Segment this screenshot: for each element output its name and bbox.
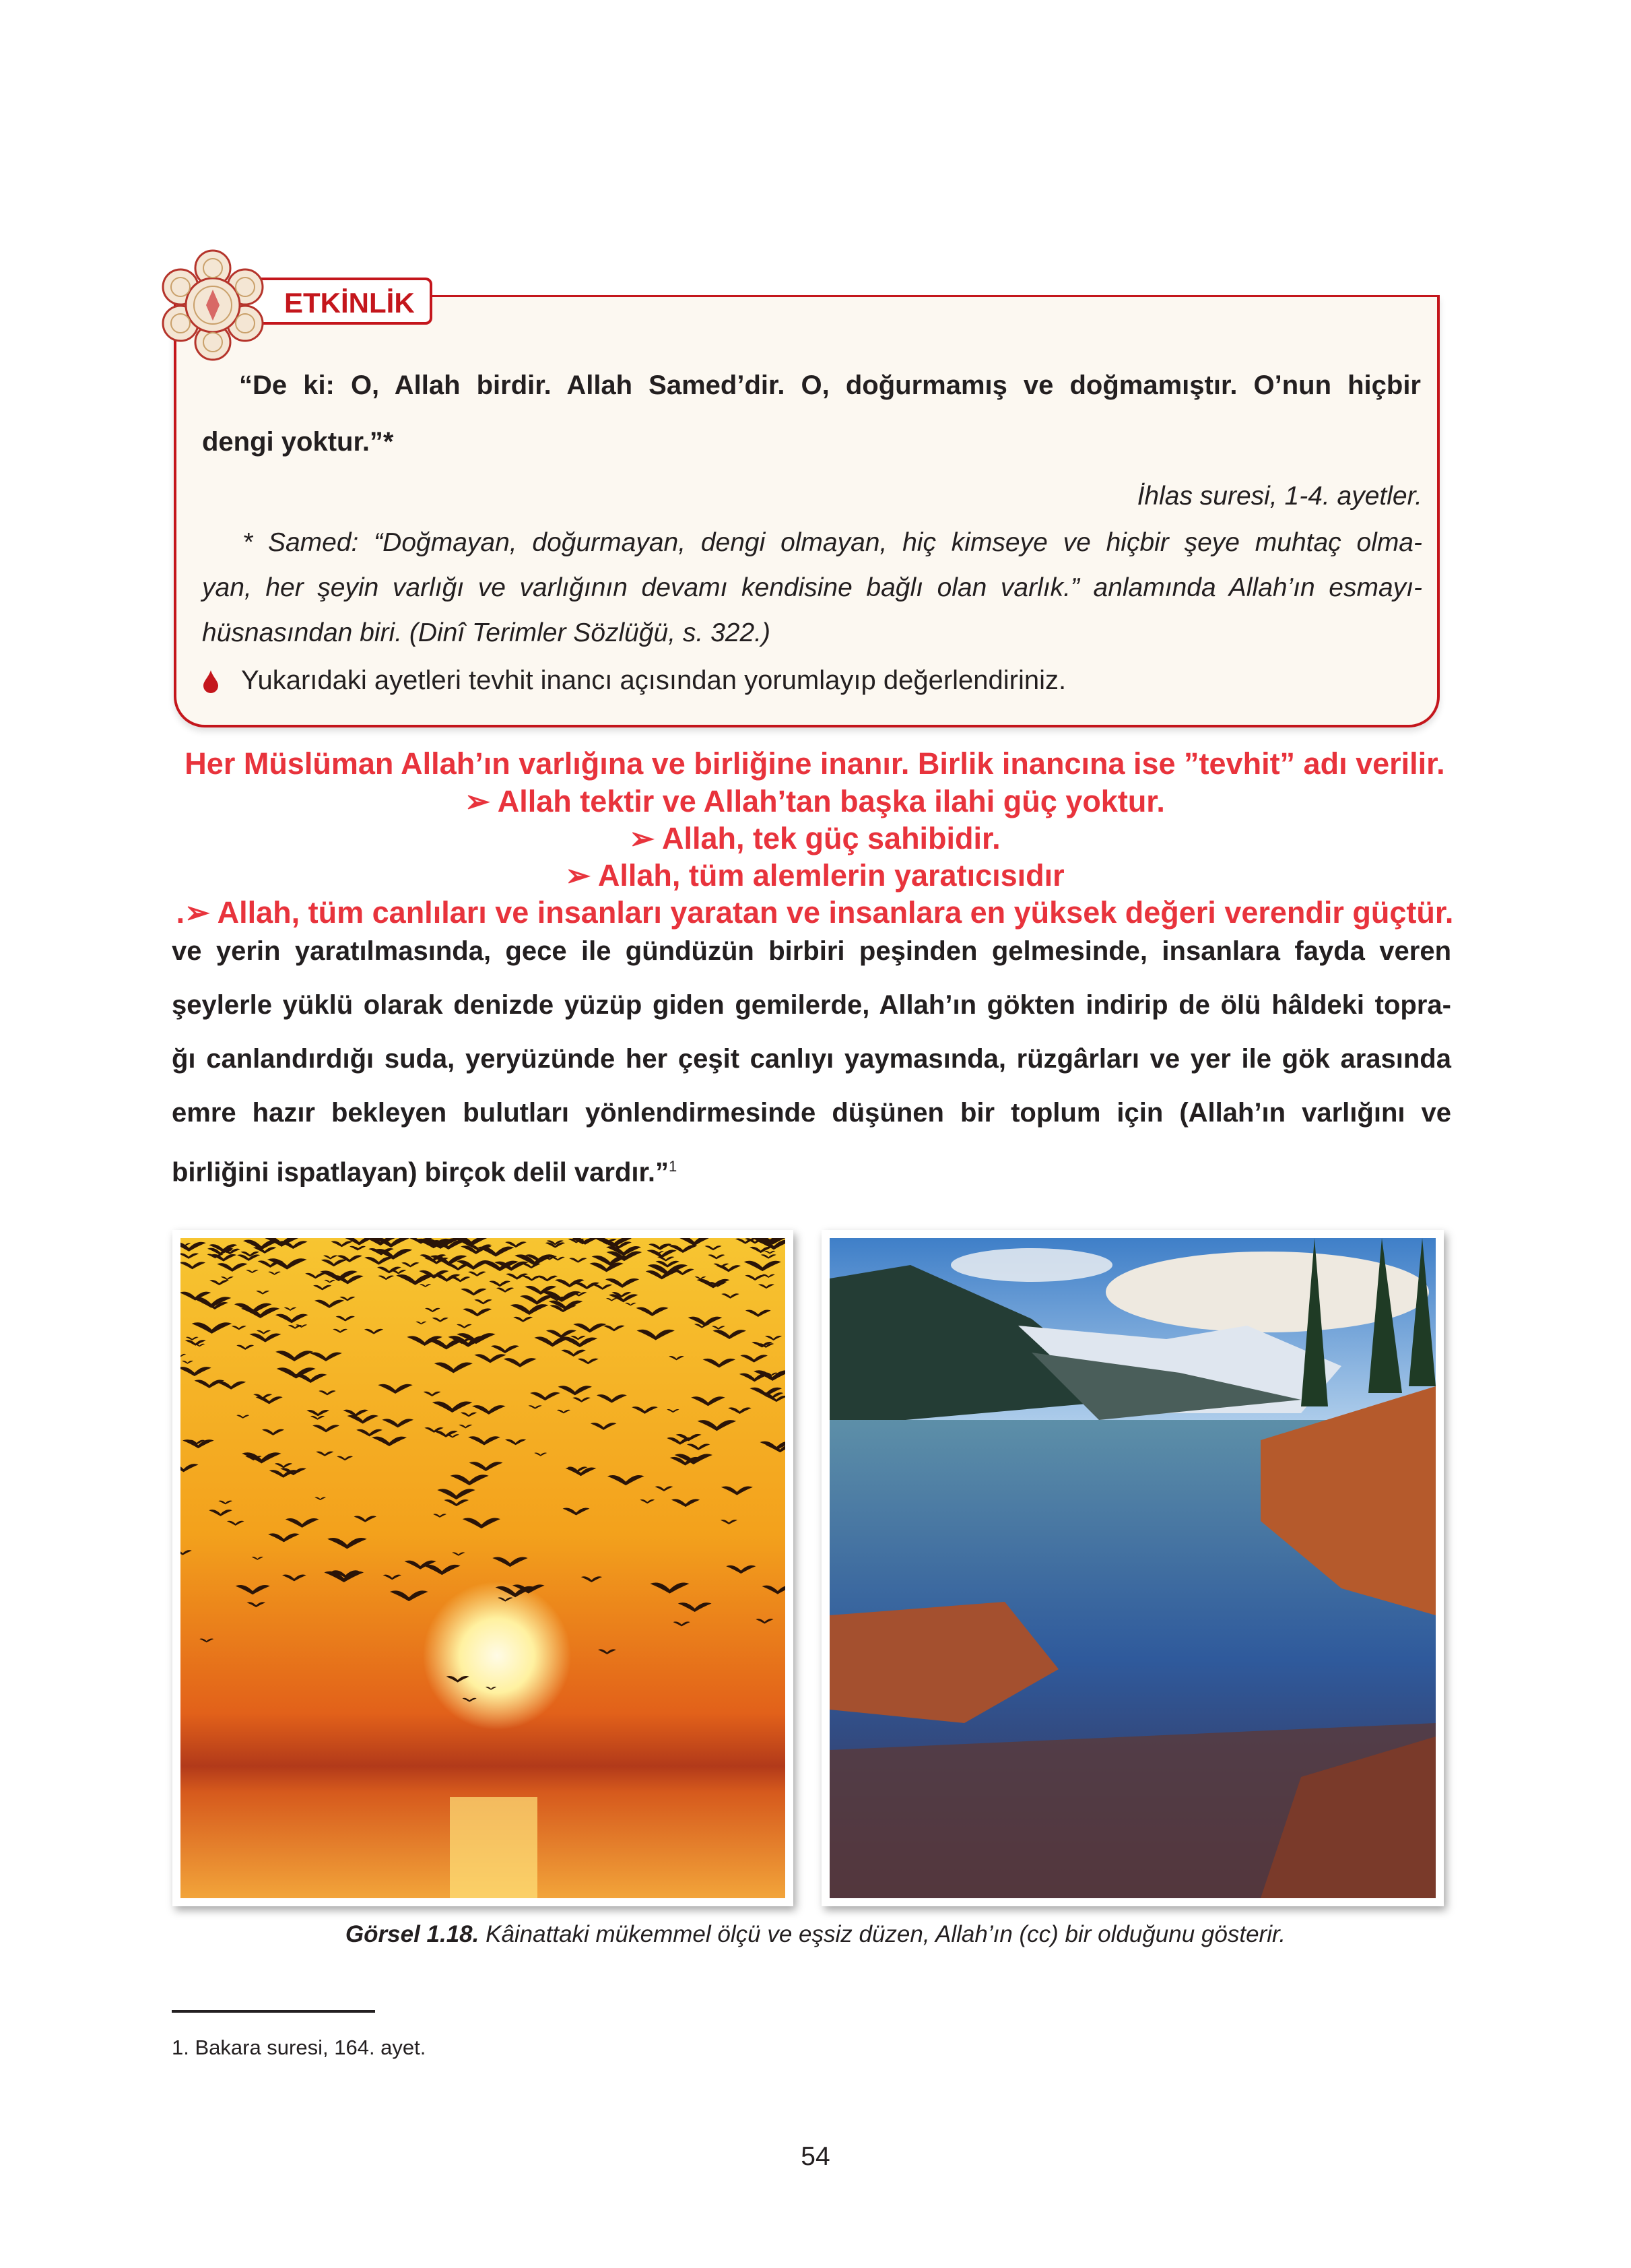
figure-caption: [0, 1921, 1631, 1948]
figure-label: Görsel 1.18.: [345, 1921, 479, 1947]
body-line: emre hazır bekleyen bulutları yönlendirmesinde düşünen bir toplum için (Allah’ın varlığını ve: [172, 1098, 1451, 1128]
activity-label-text: ETKİNLİK: [284, 287, 415, 319]
body-line: birliğini ispatlayan) birçok delil vardır.”: [172, 1157, 669, 1188]
mountain-lake-photo: [822, 1230, 1444, 1906]
red-note-line: ➢ Allah tektir ve Allah’tan başka ilahi güç yoktur.: [465, 784, 1165, 818]
footnote: 1. Bakara suresi, 164. ayet.: [172, 2036, 426, 2059]
body-line: şeylerle yüklü olarak denizde yüzüp giden gemilerde, Allah’ın gökten indirip de ölü hâldeki topra-: [172, 990, 1451, 1020]
note-line: hüsnasından biri. (Dinî Terimler Sözlüğü, s. 322.): [202, 618, 770, 647]
quote-line: “De ki: O, Allah birdir. Allah Samed’dir. O, doğurmamış ve doğmamıştır. O’nun hiçbir: [239, 370, 1421, 400]
red-note-line: ➢ Allah, tek güç sahibidir.: [629, 821, 1001, 855]
figure-caption-text: Kâinattaki mükemmel ölçü ve eşsiz düzen, Allah’ın (cc) bir olduğunu gösterir.: [479, 1921, 1286, 1947]
drop-bullet-icon: [203, 670, 218, 693]
quote-line: dengi yoktur.”*: [202, 427, 394, 457]
page-number: 54: [801, 2142, 830, 2171]
samed-note: [202, 520, 1422, 655]
body-text: [172, 924, 1451, 1194]
activity-task: Yukarıdaki ayetleri tevhit inancı açısından yorumlayıp değerlendiriniz.: [241, 666, 1067, 695]
quote: [202, 357, 1421, 470]
body-line: ve yerin yaratılmasında, gece ile gündüzün birbiri peşinden gelmesinde, insanlara fayda veren: [172, 936, 1451, 966]
footnote-divider: [172, 2010, 375, 2013]
sunset-birds-photo: [172, 1230, 793, 1906]
rosette-ornament-icon: [160, 248, 265, 362]
red-note-line: Her Müslüman Allah’ın varlığına ve birliğine inanır. Birlik inancına ise ”tevhit” adı verilir.: [185, 746, 1445, 781]
note-line: * Samed: “Doğmayan, doğurmayan, dengi olmayan, hiç kimseye ve hiçbir şeye muhtaç olma-: [242, 528, 1422, 557]
activity-label: [242, 278, 432, 325]
quote-source: İhlas suresi, 1-4. ayetler.: [1137, 482, 1422, 511]
body-line: ğı canlandırdığı suda, yeryüzünde her çeşit canlıyı yaymasında, rüzgârları ve yer ile gök arasında: [172, 1044, 1451, 1074]
red-note-line: .➢ Allah, tüm canlıları ve insanları yaratan ve insanlara en yüksek değeri verendir güçtür.: [176, 895, 1454, 930]
red-note-line: ➢ Allah, tüm alemlerin yaratıcısıdır: [565, 858, 1065, 893]
footnote-ref: 1: [669, 1158, 677, 1175]
note-line: yan, her şeyin varlığı ve varlığının devamı kendisine bağlı olan varlık.” anlamında Allah’ın esmayı-: [202, 573, 1422, 602]
